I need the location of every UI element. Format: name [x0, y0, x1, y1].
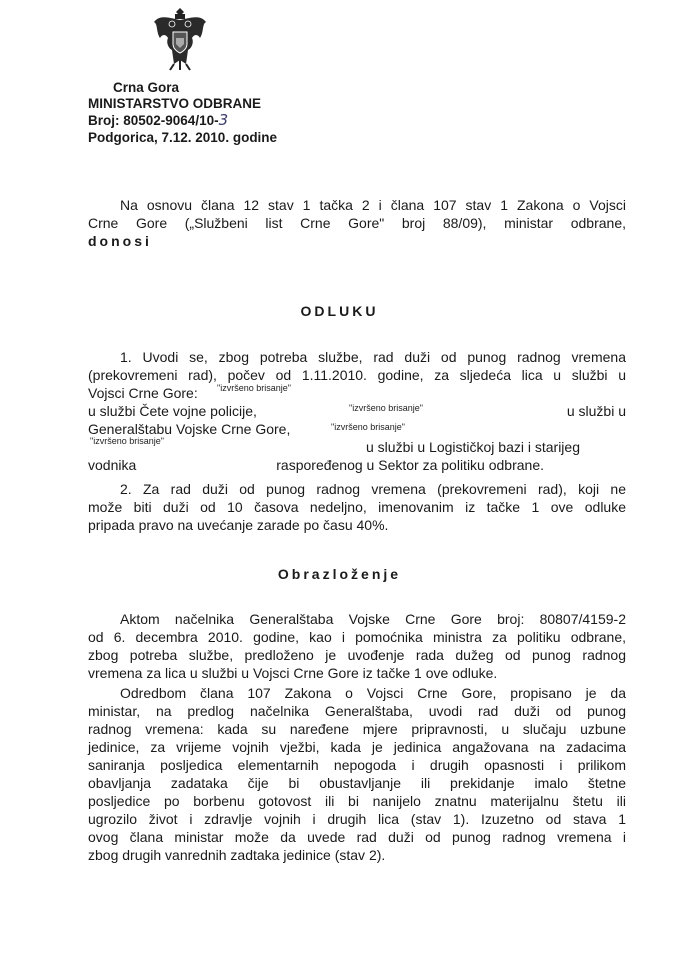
reasoning-p1-line: vremena za lica u službi u Vojsci Crne Gore iz tačke 1 ove odluke. — [88, 665, 498, 681]
reasoning-p2-line: posljedice po borbenu gotovost ili bi nanijelo znatnu materijalnu štetu ili — [88, 793, 626, 809]
item-1-line-5: Generalštabu Vojske Crne Gore, — [88, 421, 291, 437]
reasoning-paragraph-1 — [88, 610, 626, 682]
reasoning-p1-line: od 6. decembra 2010. godine, kao i pomoćnika ministra za politiku odbrane, — [88, 629, 626, 645]
ministry-name: MINISTARSTVO ODBRANE — [88, 96, 262, 111]
item-2-line-2: može biti duži od 10 časova nedeljno, imenovanim iz tačke 1 ove odluke — [88, 499, 626, 515]
item-2-paragraph — [88, 480, 626, 534]
reasoning-p2-line: saniranja posljedica elementarnih nepogoda i drugih opasnosti i prilikom — [88, 757, 626, 773]
intro-line-1: Na osnovu člana 12 stav 1 tačka 2 i člana 107 stav 1 Zakona o Vojsci — [120, 197, 626, 213]
redaction-note-2: "izvršeno brisanje" — [349, 403, 423, 413]
item-1-line-7-b: raspoređenog u Sektor za politiku odbrane. — [276, 457, 544, 473]
intro-donosi: donosi — [88, 233, 152, 249]
intro-paragraph — [88, 196, 626, 250]
decision-title: ODLUKU — [300, 303, 379, 319]
redaction-note-1: "izvršeno brisanje" — [217, 383, 291, 393]
handwritten-number: 3 — [218, 111, 229, 129]
reasoning-p2-line: jedinice, za vrijeme vojnih vježbi, kada je jedinica angažovana na zadacima — [88, 739, 626, 755]
item-2-line-3: pripada pravo na uvećanje zarade po času 40%. — [88, 517, 389, 533]
coat-of-arms-icon — [152, 8, 208, 72]
item-1-line-6: u službi u Logističkoj bazi i starijeg — [366, 439, 580, 455]
reasoning-p1-line: zbog potreba službe, predloženo je uvođenje rada dužeg od punog radnog — [88, 647, 626, 663]
item-2-line-1: 2. Za rad duži od punog radnog vremena (prekovremeni rad), koji ne — [120, 481, 626, 497]
reasoning-paragraph-2 — [88, 684, 626, 864]
reasoning-p2-line: ovog člana ministar može da uvede rad duži od punog radnog vremena i — [88, 829, 626, 845]
document-number — [88, 112, 228, 129]
reasoning-p2-line: Odredbom člana 107 Zakona o Vojsci Crne Gore, propisano je da — [120, 685, 626, 701]
item-1-line-3: Vojsci Crne Gore: — [88, 385, 198, 401]
item-1-line-4-text: u službi Čete vojne policije, — [88, 403, 257, 419]
reasoning-p2-line: zbog drugih vanrednih zadtaka jedinice (stav 2). — [88, 847, 386, 863]
item-1-line-2: (prekovremeni rad), počev od 1.11.2010. godine, za sljedeća lica u službi u — [88, 367, 626, 383]
item-1-line-4-end: u službi u — [566, 403, 626, 419]
reasoning-p2-line: obavljanja zadataka čije bi obustavljanje ili prekidanje imalo štetne — [88, 775, 626, 791]
item-1-line-1: 1. Uvodi se, zbog potreba službe, rad duži od punog radnog vremena — [120, 349, 626, 365]
intro-line-2: Crne Gore („Službeni list Crne Gore" broj 88/09), ministar odbrane, — [88, 215, 626, 231]
item-1-line-7 — [88, 456, 626, 474]
reasoning-title: Obrazloženje — [277, 566, 402, 582]
redaction-note-3: "izvršeno brisanje" — [331, 422, 405, 432]
reasoning-p2-line: radnog vremena: kada su naređene mjere pripravnosti, u slučaju uzbune — [88, 721, 626, 737]
place-date: Podgorica, 7.12. 2010. godine — [88, 130, 278, 145]
item-1-line-7-a: vodnika — [88, 457, 137, 473]
reasoning-p2-line: ministar, na predlog načelnika Generalštaba, uvodi rad duži od punog — [88, 703, 626, 719]
reasoning-p1-line: Aktom načelnika Generalštaba Vojske Crne Gore broj: 80807/4159-2 — [120, 611, 626, 627]
reasoning-p2-line: ugrozilo život i zdravlje vojnih i drugih lica (stav 1). Izuzetno od stava 1 — [88, 811, 626, 827]
document-number-text: Broj: 80502-9064/10- — [88, 113, 219, 128]
country-name: Crna Gora — [113, 80, 180, 95]
redaction-note-4: "izvršeno brisanje" — [90, 436, 164, 446]
